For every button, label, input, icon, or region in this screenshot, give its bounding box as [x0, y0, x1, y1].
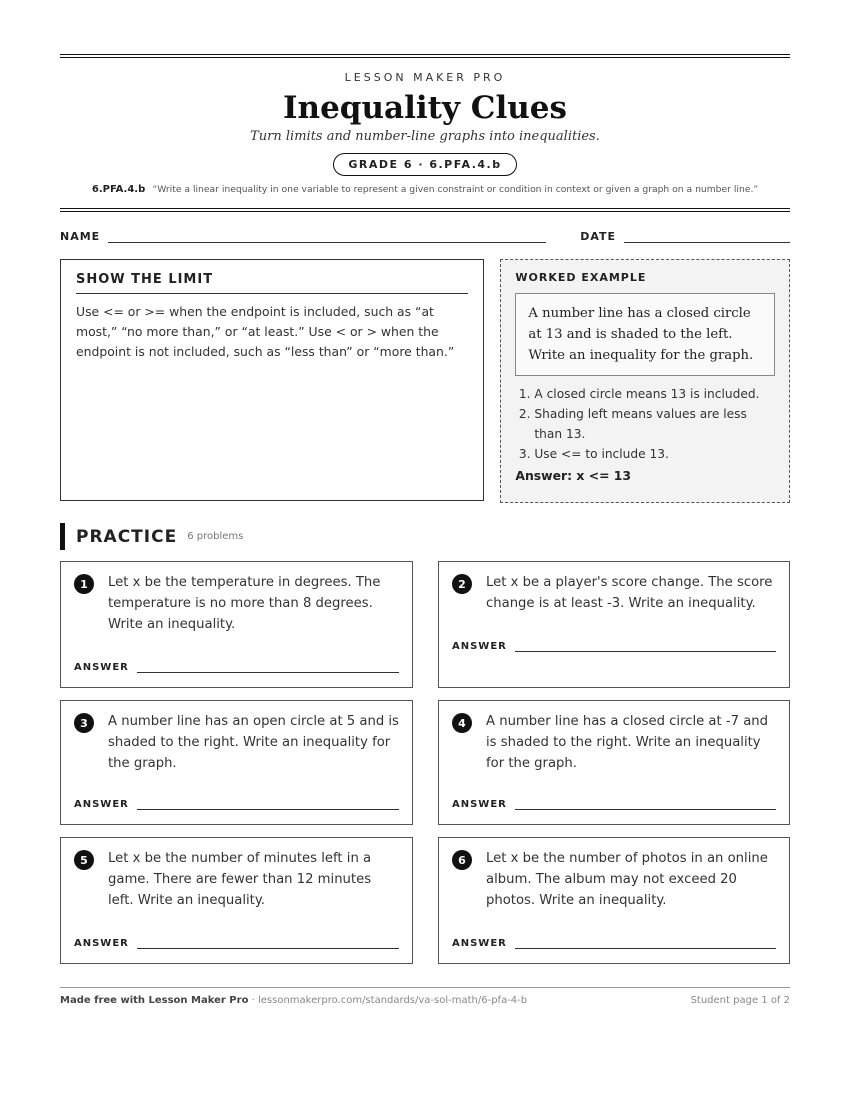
- problem-card-6: [438, 837, 790, 964]
- intro-section: [60, 259, 790, 503]
- answer-row: [452, 641, 776, 652]
- answer-label: ANSWER: [452, 799, 507, 810]
- problem-card-4: [438, 700, 790, 825]
- answer-label: ANSWER: [74, 799, 129, 810]
- worksheet-title: Inequality Clues: [283, 90, 567, 126]
- practice-grid: [60, 561, 790, 976]
- header-top-rule: [60, 54, 790, 58]
- answer-field[interactable]: [515, 651, 776, 652]
- worksheet-subtitle: Turn limits and number-line graphs into inequalities.: [250, 129, 600, 144]
- header-bottom-rule: [60, 208, 790, 212]
- worked-example-box: [500, 259, 790, 503]
- grade-standard-pill: GRADE 6 · 6.PFA.4.b: [333, 153, 516, 176]
- answer-row: [74, 938, 399, 949]
- answer-row: [452, 938, 776, 949]
- problem-text: A number line has a closed circle at -7 and is shaded to the right. Write an inequality for the graph.: [486, 714, 769, 771]
- problem-text: A number line has an open circle at 5 and is shaded to the right. Write an inequality for the graph.: [108, 714, 399, 771]
- answer-field[interactable]: [137, 809, 399, 810]
- answer-label: ANSWER: [452, 641, 507, 652]
- name-field[interactable]: [108, 241, 546, 243]
- worked-example-step: 1. A closed circle means 13 is included.: [534, 384, 775, 404]
- footer-credit: [60, 995, 527, 1006]
- brand-name: LESSON MAKER PRO: [344, 71, 506, 84]
- problem-text: Let x be the number of photos in an online album. The album may not exceed 20 photos. Write an inequality.: [486, 851, 768, 908]
- practice-header: [60, 523, 790, 550]
- problem-number-badge: 2: [452, 574, 472, 594]
- answer-field[interactable]: [137, 948, 399, 949]
- problem-text: Let x be the number of minutes left in a game. There are fewer than 12 minutes left. Write an inequality.: [108, 851, 372, 908]
- problem-card-1: [60, 561, 413, 688]
- answer-row: [74, 662, 399, 673]
- problem-number-badge: 4: [452, 713, 472, 733]
- footer-made-with: Made free with Lesson Maker Pro: [60, 995, 249, 1006]
- worked-example-step: 3. Use <= to include 13.: [534, 444, 775, 464]
- answer-label: ANSWER: [452, 938, 507, 949]
- standard-description: “Write a linear inequality in one variable to represent a given constraint or condition in context or given a graph on a number line.”: [152, 184, 759, 195]
- worked-example-answer: Answer: x <= 13: [515, 468, 632, 483]
- practice-title: PRACTICE: [76, 526, 178, 547]
- answer-label: ANSWER: [74, 662, 129, 673]
- problem-number-badge: 3: [74, 713, 94, 733]
- problem-card-3: [60, 700, 413, 825]
- student-info-row: [60, 230, 790, 243]
- worked-example-steps: [515, 384, 775, 464]
- standard-statement: [60, 184, 790, 195]
- answer-field[interactable]: [515, 809, 776, 810]
- practice-accent-bar: [60, 523, 65, 550]
- name-label: NAME: [60, 230, 101, 243]
- worksheet-page: [60, 54, 790, 976]
- answer-row: [74, 799, 399, 810]
- show-the-limit-box: [60, 259, 484, 501]
- worked-example-problem: A number line has a closed circle at 13 and is shaded to the left. Write an inequality for the graph.: [515, 293, 775, 376]
- problem-number-badge: 1: [74, 574, 94, 594]
- answer-field[interactable]: [137, 672, 399, 673]
- practice-count: 6 problems: [187, 531, 244, 542]
- limit-box-title: SHOW THE LIMIT: [76, 272, 468, 294]
- problem-text: Let x be the temperature in degrees. The temperature is no more than 8 degrees. Write an inequality.: [108, 575, 381, 632]
- page-footer: [60, 987, 790, 1006]
- footer-url[interactable]: · lessonmakerpro.com/standards/va-sol-math/6-pfa-4-b: [248, 995, 528, 1006]
- worked-example-title: WORKED EXAMPLE: [515, 271, 647, 284]
- answer-label: ANSWER: [74, 938, 129, 949]
- date-label: DATE: [580, 230, 616, 243]
- date-field[interactable]: [624, 241, 790, 243]
- problem-text: Let x be a player's score change. The score change is at least -3. Write an inequality.: [486, 575, 773, 611]
- limit-box-body: Use <= or >= when the endpoint is included, such as “at most,” “no more than,” or “at least.” Use < or > when the endpoint is not included, such as “less than” or “more than.”: [76, 304, 455, 359]
- problem-card-2: [438, 561, 790, 688]
- problem-number-badge: 5: [74, 850, 94, 870]
- answer-row: [452, 799, 776, 810]
- answer-field[interactable]: [515, 948, 776, 949]
- problem-number-badge: 6: [452, 850, 472, 870]
- footer-page-number: Student page 1 of 2: [690, 995, 790, 1006]
- standard-code: 6.PFA.4.b: [91, 184, 146, 195]
- problem-card-5: [60, 837, 413, 964]
- worked-example-step: 2. Shading left means values are less than 13.: [534, 404, 775, 444]
